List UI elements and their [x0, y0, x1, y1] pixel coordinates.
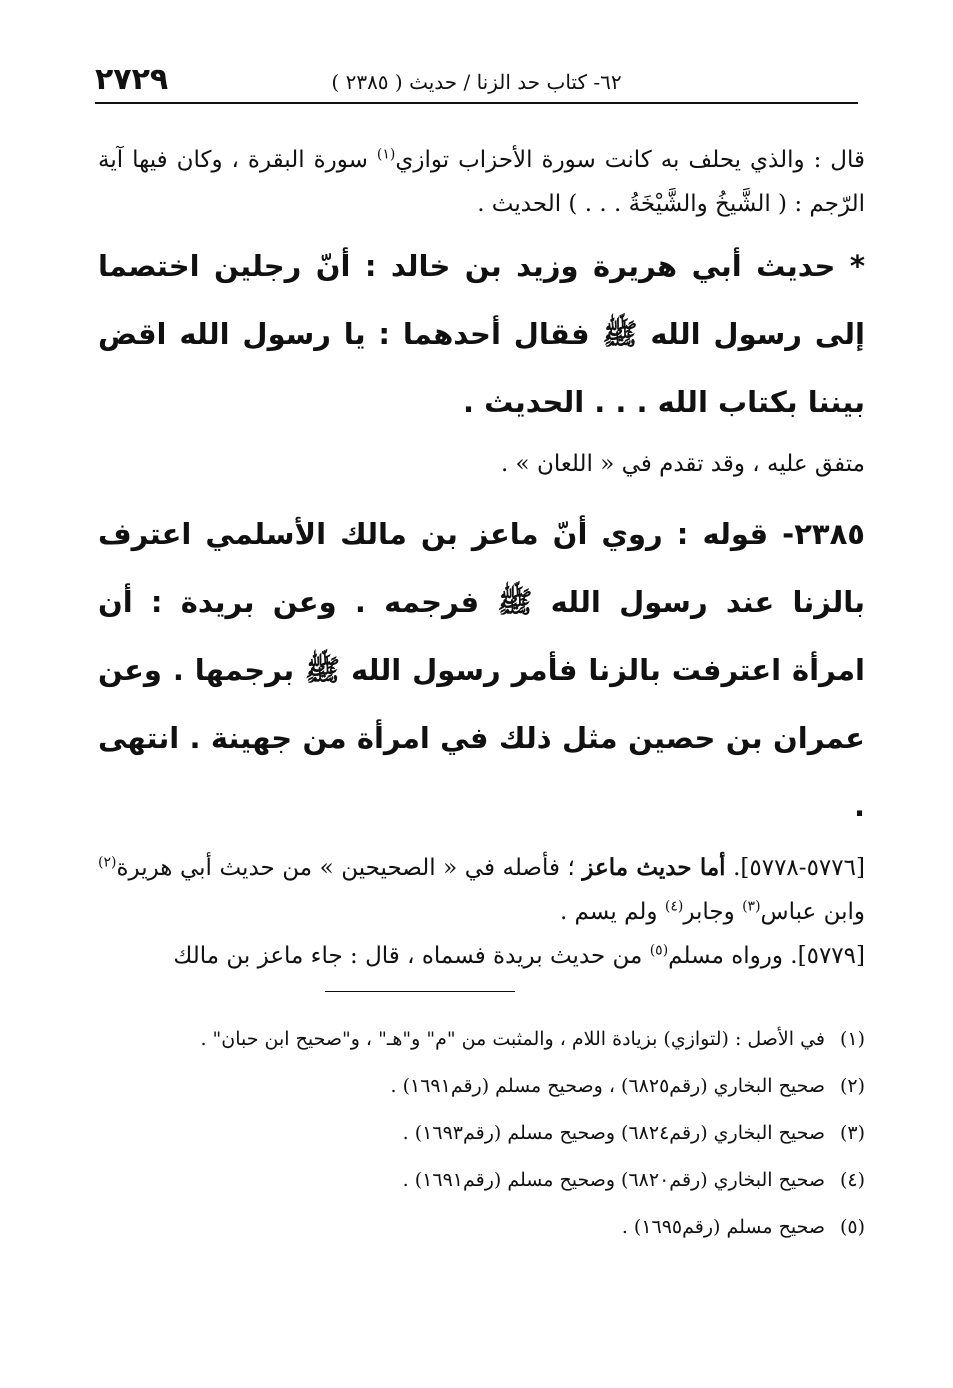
footnote-text: صحيح البخاري (رقم٦٨٢٠) وصحيح مسلم (رقم١٦٩١) . — [402, 1169, 825, 1191]
footnote-ref-3[interactable]: (٣) — [742, 898, 761, 915]
footnote — [98, 1110, 865, 1157]
footnote — [98, 1204, 865, 1251]
paragraph-agreed-upon: متفق عليه ، وقد تقدم في « اللعان » . — [500, 451, 865, 477]
footnote-number: (١) — [839, 1028, 865, 1050]
footnote-rule — [325, 991, 515, 992]
footnote — [98, 1157, 865, 1204]
footnote-text: صحيح البخاري (رقم٦٨٢٤) وصحيح مسلم (رقم١٦٩٣) . — [402, 1122, 825, 1144]
footnotes — [98, 1016, 865, 1251]
hadith-2385-heading: ٢٣٨٥- قوله : روي أنّ ماعز بن مالك الأسلمي اعترف بالزنا عند رسول الله ﷺ فرجمه . وعن بريدة : أن امرأة اعترفت بالزنا فأمر رسول الله ﷺ برجمها . وعن عمران بن حصين مثل ذلك في امرأة من جهينة . انتهى . — [98, 517, 865, 823]
footnote-ref-4[interactable]: (٤) — [664, 898, 684, 915]
footnote-number: (٤) — [839, 1169, 865, 1191]
main-text — [98, 138, 865, 978]
footnote — [98, 1063, 865, 1110]
hadith-abu-hurayrah: * حديث أبي هريرة وزيد بن خالد : أنّ رجلين اختصما إلى رسول الله ﷺ فقال أحدهما : يا رسول الله اقض بيننا بكتاب الله . . . الحديث . — [98, 249, 865, 419]
header-rule — [95, 102, 858, 104]
page-header — [95, 60, 858, 104]
paragraph-muslim: [٥٧٧٩]. ورواه مسلم$^{(٥)}$ من حديث بريدة فسماه ، قال : جاء ماعز بن مالك — [173, 942, 865, 969]
paragraph-quote: قال : والذي يحلف به كانت سورة الأحزاب توازي$^{(١)}$ سورة البقرة ، وكان فيها آية الرّجم : ( الشَّيخُ والشَّيْخَةُ . . . ) الحديث . — [98, 146, 866, 217]
paragraph-maiz: [٥٧٧٦-٥٧٧٨]. أما حديث ماعز ؛ فأصله في « الصحيحين » من حديث أبي هريرة$^{(٢)}$ وابن عباس$^{(٣)}$ وجابر$^{(٤)}$ ولم يسم . — [98, 854, 865, 925]
footnote-ref-1[interactable]: (١) — [376, 146, 396, 163]
footnote-number: (٥) — [839, 1216, 865, 1238]
footnote-ref-2[interactable]: (٢) — [98, 854, 117, 871]
footnote-text: صحيح البخاري (رقم٦٨٢٥) ، وصحيح مسلم (رقم١٦٩١) . — [390, 1075, 825, 1097]
running-title: ٦٢- كتاب حد الزنا / حديث ( ٢٣٨٥ ) — [331, 70, 622, 94]
footnote-number: (٢) — [839, 1075, 865, 1097]
footnote-ref-5[interactable]: (٥) — [649, 942, 669, 959]
footnote-number: (٣) — [839, 1122, 865, 1144]
page-number: ٢٧٢٩ — [95, 62, 169, 97]
footnote-text: صحيح مسلم (رقم١٦٩٥) . — [621, 1216, 825, 1238]
footnote — [98, 1016, 865, 1063]
footnote-text: في الأصل : (لتوازي) بزيادة اللام ، والمثبت من "م" و"هـ" ، و"صحيح ابن حبان" . — [200, 1028, 825, 1050]
